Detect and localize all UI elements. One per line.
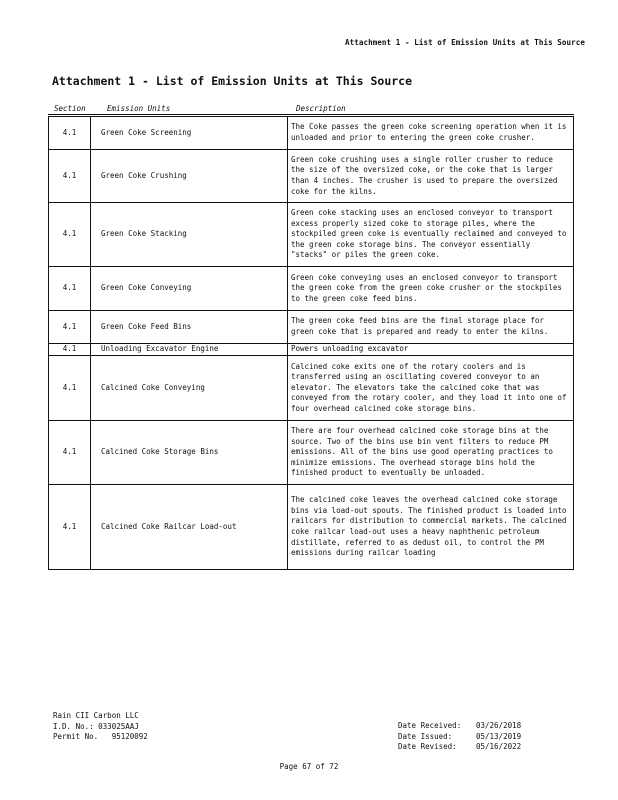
page-title: Attachment 1 - List of Emission Units at This Source [52,74,413,88]
table-row [49,485,574,570]
emission-unit-cell: Unloading Excavator Engine [91,344,288,356]
id-number: I.D. No.: 033025AAJ [53,721,139,731]
table-row [49,311,574,344]
table-row [49,203,574,267]
date-revised: Date Revised: 05/16/2022 [398,742,522,751]
emission-unit-cell: Calcined Coke Conveying [91,356,288,421]
emission-units-table [48,116,574,570]
description-cell: Calcined coke exits one of the rotary coolers and is transferred using an oscillating covered conveyor to an elevator. The elevators take the calcined coke that was conveyed from the rotary cooler, and they load it into one of four overhead calcined coke storage bins. [288,356,574,421]
emission-units-table-body [49,117,574,570]
header-rule [48,114,574,115]
date-received: Date Received: 03/26/2018 [398,721,522,730]
section-cell: 4.1 [49,117,91,150]
emission-unit-cell: Calcined Coke Storage Bins [91,421,288,485]
emission-unit-cell: Calcined Coke Railcar Load-out [91,485,288,570]
description-cell: The calcined coke leaves the overhead calcined coke storage bins via load-out spouts. The finished product is loaded into railcars for distribution to commercial markets. The calcined coke railcar load-out uses a heavy naphthenic petroleum distillate, referred to as dedust oil, to control the PM emissions during railcar loading [288,485,574,570]
table-row [49,344,574,356]
table-row [49,356,574,421]
emission-unit-cell: Green Coke Feed Bins [91,311,288,344]
footer-dates [398,721,521,753]
section-cell: 4.1 [49,344,91,356]
section-cell: 4.1 [49,150,91,203]
description-cell: Green coke stacking uses an enclosed conveyor to transport excess properly sized coke to storage piles, where the stockpiled green coke is eventually reclaimed and conveyed to the green coke storage bins. The conveyor essentially "stacks" or piles the green coke. [288,203,574,267]
section-cell: 4.1 [49,485,91,570]
emission-unit-cell: Green Coke Conveying [91,267,288,311]
section-cell: 4.1 [49,267,91,311]
description-cell: The green coke feed bins are the final storage place for green coke that is prepared and ready to enter the kilns. [288,311,574,344]
description-cell: The Coke passes the green coke screening operation when it is unloaded and prior to entering the green coke crusher. [288,117,574,150]
running-header: Attachment 1 - List of Emission Units at This Source [345,38,585,47]
description-cell: Green coke conveying uses an enclosed conveyor to transport the green coke from the green coke crusher or the stockpiles to the green coke feed bins. [288,267,574,311]
emission-unit-cell: Green Coke Screening [91,117,288,150]
section-cell: 4.1 [49,203,91,267]
description-cell: Green coke crushing uses a single roller crusher to reduce the size of the oversized coke, or the coke that is larger than 4 inches. The crusher is used to prepare the oversized coke for the kilns. [288,150,574,203]
footer-source-info [53,711,148,743]
description-cell: Powers unloading excavator [288,344,574,356]
column-header-description: Description [296,104,346,113]
column-header-emission-units: Emission Units [107,104,171,113]
table-row [49,117,574,150]
section-cell: 4.1 [49,421,91,485]
company-name: Rain CII Carbon LLC [53,711,139,720]
section-cell: 4.1 [49,311,91,344]
column-header-section: Section [54,104,86,113]
permit-number: Permit No. 95120092 [53,732,148,741]
table-row [49,267,574,311]
emission-unit-cell: Green Coke Stacking [91,203,288,267]
page-number: Page 67 of 72 [279,762,339,771]
table-row [49,421,574,485]
table-row [49,150,574,203]
emission-unit-cell: Green Coke Crushing [91,150,288,203]
section-cell: 4.1 [49,356,91,421]
date-issued: Date Issued: 05/13/2019 [398,731,522,741]
description-cell: There are four overhead calcined coke storage bins at the source. Two of the bins use bin vent filters to reduce PM emissions. All of the bins use good operating practices to minimize emissions. The overhead storage bins hold the finished product to eventually be unloaded. [288,421,574,485]
